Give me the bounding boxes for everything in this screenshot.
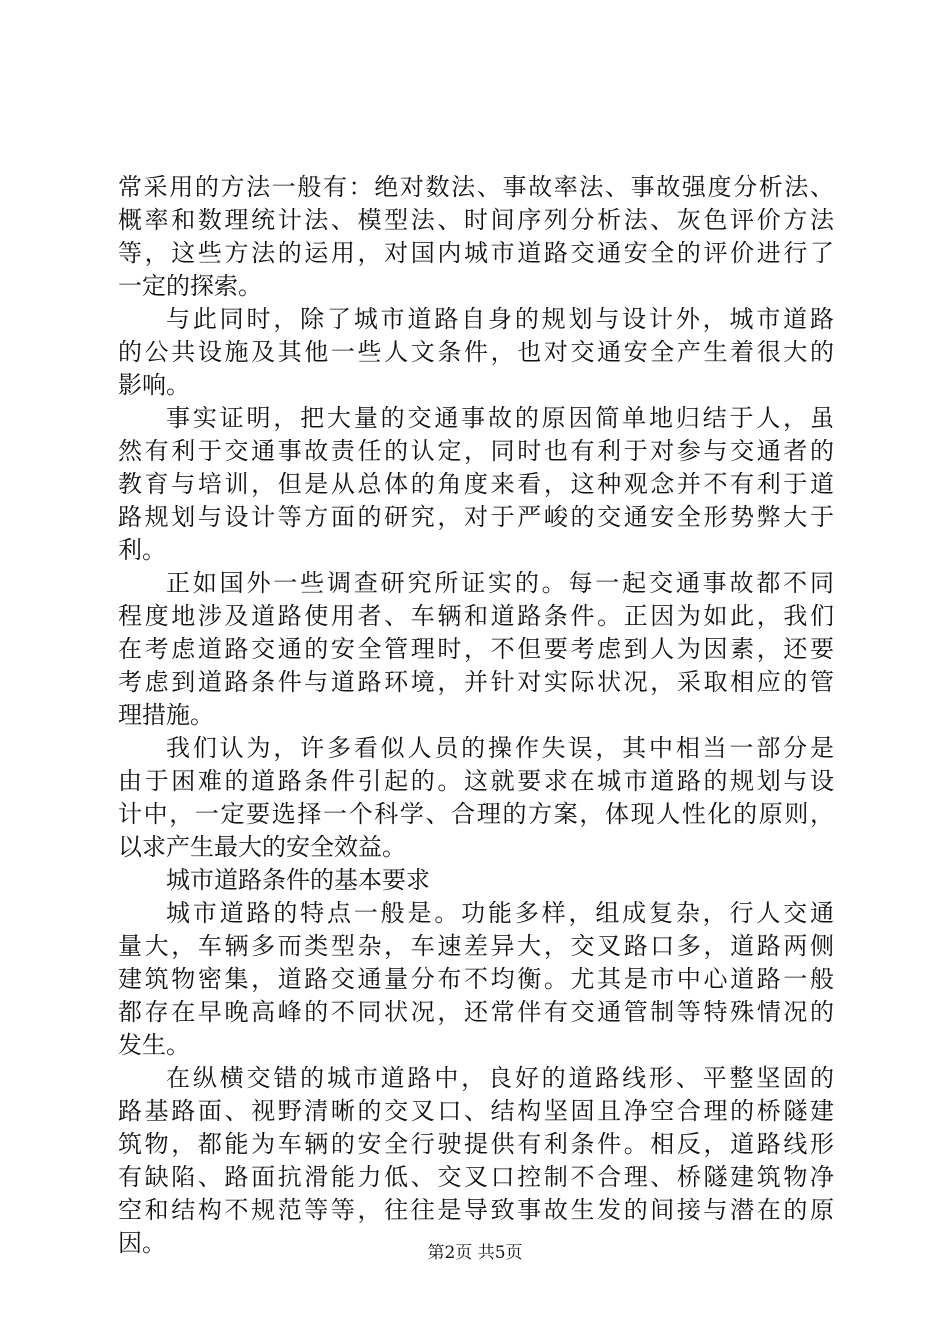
text-line: 常采用的方法一般有：绝对数法、事故率法、事故强度分析法、 <box>118 173 834 201</box>
paragraph-first-line: 事实证明，把大量的交通事故的原因简单地归结于人，虽 <box>166 404 834 432</box>
text-line: 教育与培训，但是从总体的角度来看，这种观念并不有利于道 <box>118 470 834 498</box>
page-number-footer: 第2页 共5页 <box>427 1243 523 1263</box>
paragraph-first-line: 城市道路的特点一般是。功能多样，组成复杂，行人交通 <box>166 899 834 927</box>
text-line: 影响。 <box>118 371 190 399</box>
section-heading: 城市道路条件的基本要求 <box>166 866 430 894</box>
paragraph-first-line: 正如国外一些调查研究所证实的。每一起交通事故都不同 <box>166 569 834 597</box>
text-line: 空和结构不规范等等，往往是导致事故生发的间接与潜在的原 <box>118 1196 834 1224</box>
text-line: 在考虑道路交通的安全管理时，不但要考虑到人为因素，还要 <box>118 635 834 663</box>
text-line: 以求产生最大的安全效益。 <box>118 833 406 861</box>
text-line: 路基路面、视野清晰的交叉口、结构坚固且净空合理的桥隧建 <box>118 1097 834 1125</box>
paragraph-first-line: 与此同时，除了城市道路自身的规划与设计外，城市道路 <box>166 305 834 333</box>
text-line: 量大，车辆多而类型杂，车速差异大，交叉路口多，道路两侧 <box>118 932 834 960</box>
text-line: 然有利于交通事故责任的认定，同时也有利于对参与交通者的 <box>118 437 834 465</box>
text-line: 的公共设施及其他一些人文条件，也对交通安全产生着很大的 <box>118 338 834 366</box>
text-line: 建筑物密集，道路交通量分布不均衡。尤其是市中心道路一般 <box>118 965 834 993</box>
text-line: 计中，一定要选择一个科学、合理的方案，体现人性化的原则， <box>118 800 834 828</box>
text-line: 等，这些方法的运用，对国内城市道路交通安全的评价进行了 <box>118 239 834 267</box>
text-line: 路规划与设计等方面的研究，对于严峻的交通安全形势弊大于 <box>118 503 834 531</box>
text-line: 利。 <box>118 536 166 564</box>
text-line: 理措施。 <box>118 701 214 729</box>
text-line: 一定的探索。 <box>118 272 262 300</box>
text-line: 考虑到道路条件与道路环境，并针对实际状况，采取相应的管 <box>118 668 834 696</box>
paragraph-first-line: 我们认为，许多看似人员的操作失误，其中相当一部分是 <box>166 734 834 762</box>
body-text <box>118 171 834 1260</box>
text-line: 有缺陷、路面抗滑能力低、交叉口控制不合理、桥隧建筑物净 <box>118 1163 834 1191</box>
paragraph-first-line: 在纵横交错的城市道路中，良好的道路线形、平整坚固的 <box>166 1064 834 1092</box>
text-line: 程度地涉及道路使用者、车辆和道路条件。正因为如此，我们 <box>118 602 834 630</box>
text-line: 概率和数理统计法、模型法、时间序列分析法、灰色评价方法 <box>118 206 834 234</box>
text-line: 都存在早晚高峰的不同状况，还常伴有交通管制等特殊情况的 <box>118 998 834 1026</box>
text-line: 由于困难的道路条件引起的。这就要求在城市道路的规划与设 <box>118 767 834 795</box>
text-line: 发生。 <box>118 1031 190 1059</box>
text-line: 因。 <box>118 1229 166 1257</box>
text-line: 筑物，都能为车辆的安全行驶提供有利条件。相反，道路线形 <box>118 1130 834 1158</box>
